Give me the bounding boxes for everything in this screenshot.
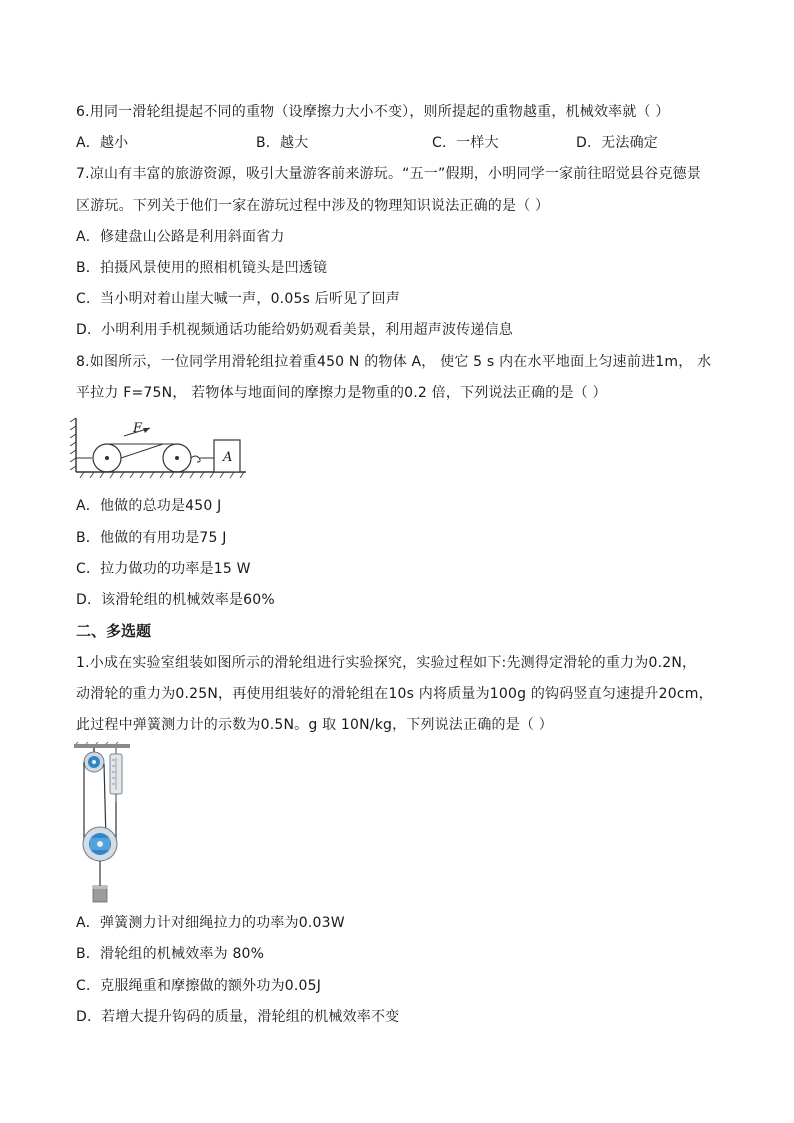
m1-option-d: D．若增大提升钩码的质量，滑轮组的机械效率不变 bbox=[76, 1009, 400, 1025]
q6-stem: 6.用同一滑轮组提起不同的重物（设摩擦力大小不变），则所提起的重物越重，机械效率就（ ） bbox=[76, 104, 670, 120]
q8-option-b: B．他做的有用功是75 J bbox=[76, 530, 227, 546]
q7-option-d: D．小明利用手机视频通话功能给奶奶观看美景，利用超声波传递信息 bbox=[76, 322, 513, 338]
q6-option-d: D．无法确定 bbox=[576, 135, 658, 151]
q8-block-label: A bbox=[223, 450, 233, 465]
q6-options bbox=[76, 133, 716, 153]
m1-option-c: C．克服绳重和摩擦做的额外功为0.05J bbox=[76, 978, 322, 994]
q6-option-b: B．越大 bbox=[256, 135, 309, 151]
m1-stem-line2: 动滑轮的重力为0.25N，再使用组装好的滑轮组在10s 内将质量为100g 的钩码竖直匀速提升20cm， bbox=[76, 686, 713, 702]
q8-option-d: D．该滑轮组的机械效率是60% bbox=[76, 592, 275, 608]
m1-stem-line1: 1.小成在实验室组装如图所示的滑轮组进行实验探究，实验过程如下:先测得定滑轮的重力为0.2N， bbox=[76, 655, 697, 671]
q7-option-b: B．拍摄风景使用的照相机镜头是凹透镜 bbox=[76, 260, 328, 276]
q8-force-label: F bbox=[133, 421, 143, 436]
q8-pulley-figure bbox=[70, 414, 250, 478]
q7-stem-line2: 区游玩。下列关于他们一家在游玩过程中涉及的物理知识说法正确的是（ ） bbox=[76, 198, 550, 214]
q7-stem-line1: 7.凉山有丰富的旅游资源，吸引大量游客前来游玩。“五一”假期，小明同学一家前往昭觉县谷克德景 bbox=[76, 166, 702, 182]
m1-stem-line3: 此过程中弹簧测力计的示数为0.5N。g 取 10N/kg，下列说法正确的是（ ） bbox=[76, 717, 553, 733]
m1-pulley-photo bbox=[72, 742, 138, 906]
m1-option-a: A．弹簧测力计对细绳拉力的功率为0.03W bbox=[76, 915, 345, 931]
section-title: 二、多选题 bbox=[76, 622, 152, 640]
q8-option-c: C．拉力做功的功率是15 W bbox=[76, 561, 251, 577]
m1-option-b: B．滑轮组的机械效率为 80% bbox=[76, 946, 265, 962]
q8-option-a: A．他做的总功是450 J bbox=[76, 498, 222, 514]
q8-stem-line1: 8.如图所示，一位同学用滑轮组拉着重450 N 的物体 A， 使它 5 s 内在水平地面上匀速前进1m， 水 bbox=[76, 354, 712, 370]
q8-stem-line2: 平拉力 F=75N， 若物体与地面间的摩擦力是物重的0.2 倍，下列说法正确的是（ ） bbox=[76, 385, 607, 401]
q7-option-a: A．修建盘山公路是利用斜面省力 bbox=[76, 229, 285, 245]
q6-option-a: A．越小 bbox=[76, 135, 129, 151]
q7-option-c: C．当小明对着山崖大喊一声，0.05s 后听见了回声 bbox=[76, 291, 400, 307]
q6-option-c: C．一样大 bbox=[432, 135, 499, 151]
